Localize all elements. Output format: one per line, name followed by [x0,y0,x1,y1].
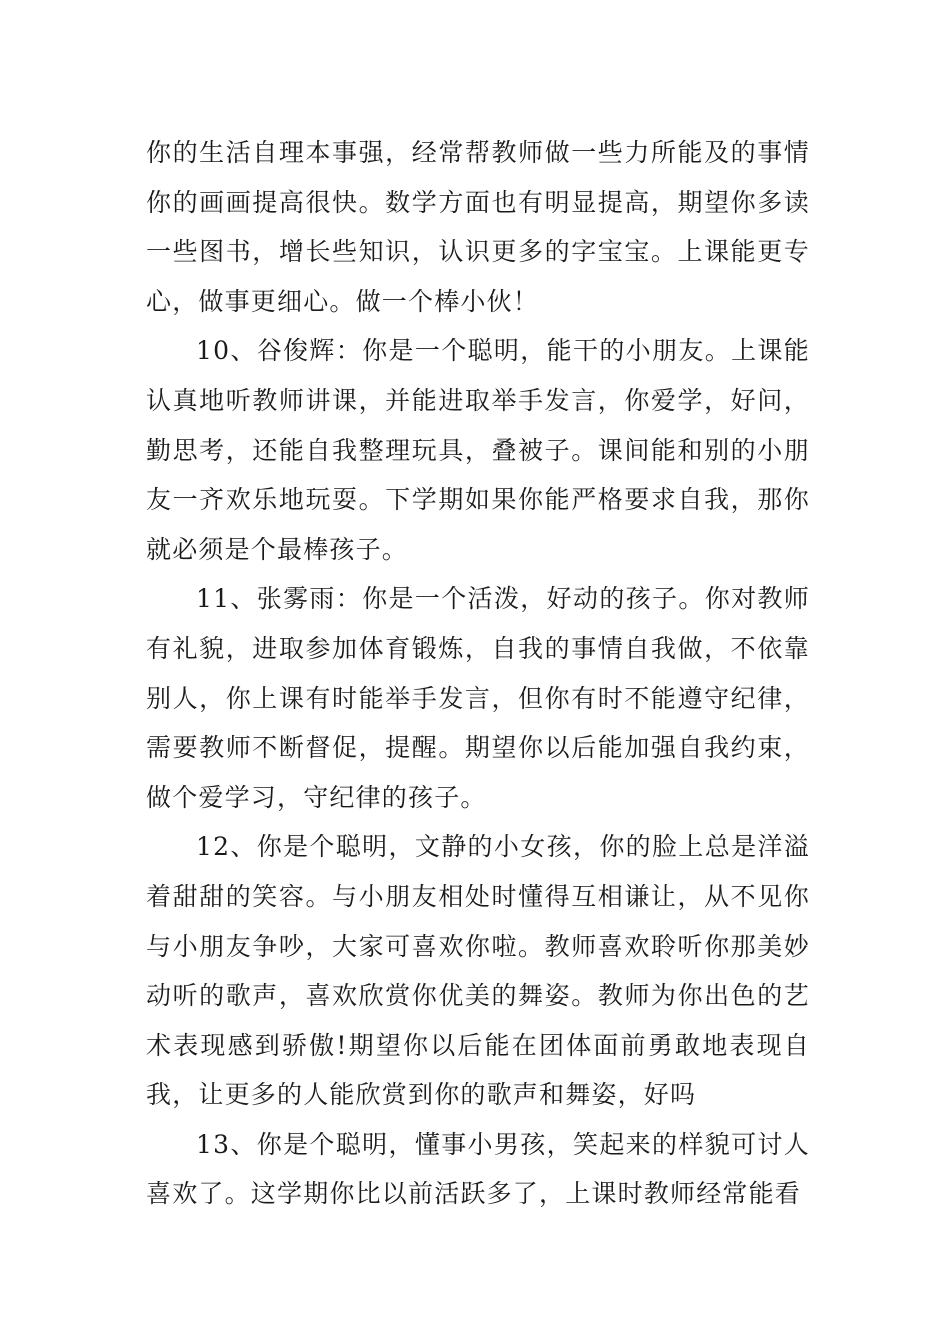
paragraph-continuation: 你的生活自理本事强，经常帮教师做一些力所能及的事情你的画画提高很快。数学方面也有明显提高，期望你多读一些图书，增长些知识，认识更多的字宝宝。上课能更专心，做事更细心。做一个棒小伙！ [146,138,810,316]
paragraph-comment-10: 10、谷俊辉：你是一个聪明，能干的小朋友。上课能认真地听教师讲课，并能进取举手发言，你爱学，好问，勤思考，还能自我整理玩具，叠被子。课间能和别的小朋友一齐欢乐地玩耍。下学期如果你能严格要求自我，那你就必须是个最棒孩子。 [146,336,810,564]
paragraph-comment-13: 13、你是个聪明，懂事小男孩，笑起来的样貌可讨人喜欢了。这学期你比以前活跃多了，上课时教师经常能看 [146,1129,810,1209]
paragraph-comment-11: 11、张雾雨：你是一个活泼，好动的孩子。你对教师有礼貌，进取参加体育锻炼，自我的事情自我做，不依靠别人，你上课有时能举手发言，但你有时不能遵守纪律，需要教师不断督促，提醒。期望你以后能加强自我约束，做个爱学习，守纪律的孩子。 [146,584,810,812]
paragraph-comment-12: 12、你是个聪明，文静的小女孩，你的脸上总是洋溢着甜甜的笑容。与小朋友相处时懂得互相谦让，从不见你与小朋友争吵，大家可喜欢你啦。教师喜欢聆听你那美妙动听的歌声，喜欢欣赏你优美的舞姿。教师为你出色的艺术表现感到骄傲!期望你以后能在团体面前勇敢地表现自我，让更多的人能欣赏到你的歌声和舞姿，好吗 [146,832,810,1110]
document-body [146,128,810,1219]
